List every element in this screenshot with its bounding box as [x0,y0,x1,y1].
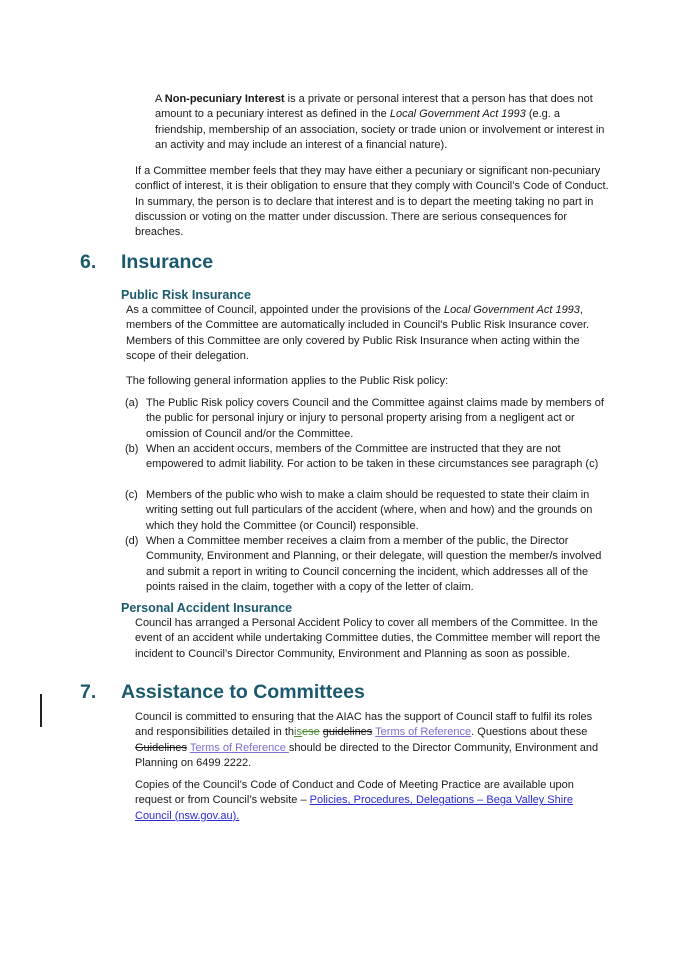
tracked-deletion: guidelines [322,726,373,739]
change-bar [40,694,42,727]
tracked-insertion: is [294,726,302,739]
conflict-paragraph: If a Committee member feels that they may have either a pecuniary or significant non-pecuniary conflict of interest, it is their obligation to ensure that they comply with Council’s Code of Conduct. In summary, the person is to declare that interest and is to depart the meeting taking no part in discussion or voting on the matter under discussion. There are serious consequences for breaches. [135,165,609,239]
copies-text: Copies of the Council’s Code of Conduct and Code of Meeting Practice are available upon request or from Council’s website – [135,779,574,807]
assistance-text-d: . Questions about these [471,726,588,739]
personal-accident-paragraph: Council has arranged a Personal Accident Policy to cover all members of the Committee. In the event of an accident while undertaking Committee duties, the Committee member will report the incident to Council’s Director Community, Environment and Planning as soon as possible. [135,617,601,660]
policies-link[interactable]: Policies, Procedures, Delegations – Bega Valley Shire Council (nsw.gov.au). [135,794,573,822]
list-item-text: When an accident occurs, members of the Committee are instructed that they are not empowered to admit liability. For action to be taken in these circumstances see paragraph (c) [146,443,599,471]
nonpecuniary-paragraph [155,92,610,153]
nonpecuniary-pre: A [155,93,165,105]
public-risk-paragraph [126,303,612,364]
list-item [125,488,616,534]
list-item [125,534,616,596]
nonpecuniary-post: (e.g. a friendship, membership of an association, society or trade union or involvement or interest in an activity and may include an interest of a financial nature). [155,108,605,151]
assistance-text-a: Council is committed to ensuring that the AIAC has the support of Council staff to fulfil its roles and responsibilities detailed in th [135,711,593,739]
list-item-label: (c) [125,489,138,501]
section-6-number: 6. [80,251,97,273]
copies-paragraph [135,778,610,824]
public-risk-heading: Public Risk Insurance [121,288,251,302]
nonpecuniary-term: Non-pecuniary Interest [164,93,285,105]
tracked-deletion: ese [301,726,320,739]
assistance-paragraph [135,710,610,771]
nonpecuniary-mid: is a private or personal interest that a person has that does not amount to a pecuniary interest as defined in the [155,93,593,121]
assistance-text-f: should be directed to the Director Community, Environment and Planning on 6499 2222. [135,741,599,769]
list-item-label: (a) [125,397,139,409]
public-risk-para-pre: As a committee of Council, appointed under the provisions of the [126,304,444,316]
list-item-text: The Public Risk policy covers Council and the Committee against claims made by members of the public for personal injury or injury to personal property arising from a negligent act or omission of Council and/or the Committee. [146,397,604,440]
tracked-deletion: Guidelines [135,741,187,754]
section-6-title: Insurance [121,251,214,273]
tracked-insertion: Terms of Reference [189,741,289,754]
personal-accident-heading: Personal Accident Insurance [121,601,293,615]
list-item-label: (d) [125,535,139,547]
list-item-text: When a Committee member receives a claim from a member of the public, the Director Community, Environment and Planning, or their delegate, will question the member/s involved and submit a report in writing to Council concerning the incident, which addresses all of the points raised in the claim, together with a copy of the letter of claim. [146,535,602,593]
list-item [125,396,616,442]
list-item [125,442,616,488]
tracked-insertion: Terms of Reference [375,726,472,739]
nonpecuniary-act: Local Government Act 1993 [389,108,526,121]
list-item-text: Members of the public who wish to make a claim should be requested to state their claim in writing setting out full particulars of the accident (where, when and how) and the grounds on which they hold the Committee (or Council) responsible. [146,489,593,532]
public-risk-intro: The following general information applies to the Public Risk policy: [126,375,449,387]
section-7-title: Assistance to Committees [121,681,365,703]
public-risk-para-act: Local Government Act 1993 [443,304,580,316]
list-item-label: (b) [125,443,139,455]
public-risk-para-post: , members of the Committee are automatically included in Council's Public Risk Insurance cover. Members of this Committee are only covered by Public Risk Insurance when acting within the scope of their delegation. [126,304,590,362]
section-7-number: 7. [80,681,97,703]
